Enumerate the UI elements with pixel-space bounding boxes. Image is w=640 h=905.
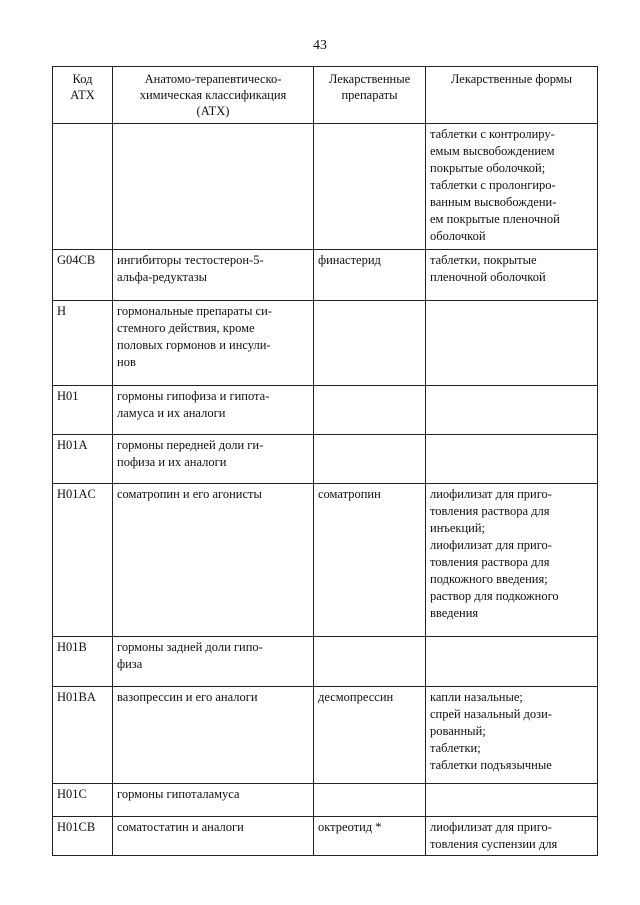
header-classification: Анатомо-терапевтическо- химическая классификация (АТХ) — [113, 67, 314, 124]
atx-table — [52, 66, 598, 856]
forms-cell: таблетки с контролиру- емым высвобождением покрытые оболочкой; таблетки с пролонгиро- ванным высвобождени- ем покрытые пленочной оболочкой — [426, 124, 598, 250]
atx-code-cell: H01A — [53, 435, 113, 484]
table-row — [53, 784, 598, 817]
forms-cell — [426, 784, 598, 817]
forms-cell: лиофилизат для приго- товления раствора для инъекций; лиофилизат для приго- товления раствора для подкожного введения; раствор для подкожного введения — [426, 484, 598, 637]
classification-cell: гормоны задней доли гипо- физа — [113, 637, 314, 687]
drug-cell: октреотид * — [314, 817, 426, 856]
table-row — [53, 637, 598, 687]
atx-code-cell: G04CB — [53, 250, 113, 301]
drug-cell — [314, 435, 426, 484]
classification-cell — [113, 124, 314, 250]
atx-code-cell: H01C — [53, 784, 113, 817]
drug-cell — [314, 784, 426, 817]
table-row — [53, 250, 598, 301]
classification-cell: соматостатин и аналоги — [113, 817, 314, 856]
atx-code-cell: H01AC — [53, 484, 113, 637]
header-drugs: Лекарственные препараты — [314, 67, 426, 124]
atx-code-cell: H01BA — [53, 687, 113, 784]
forms-cell — [426, 637, 598, 687]
table-row — [53, 817, 598, 856]
classification-cell: ингибиторы тестостерон-5- альфа-редуктазы — [113, 250, 314, 301]
atx-code-cell — [53, 124, 113, 250]
table-row — [53, 687, 598, 784]
classification-cell: гормоны гипоталамуса — [113, 784, 314, 817]
forms-cell — [426, 435, 598, 484]
drug-cell: десмопрессин — [314, 687, 426, 784]
table-row — [53, 484, 598, 637]
table-row — [53, 386, 598, 435]
drug-cell — [314, 386, 426, 435]
classification-cell: гормоны гипофиза и гипота- ламуса и их аналоги — [113, 386, 314, 435]
classification-cell: гормоны передней доли ги- пофиза и их аналоги — [113, 435, 314, 484]
forms-cell — [426, 301, 598, 386]
classification-cell: вазопрессин и его аналоги — [113, 687, 314, 784]
forms-cell: капли назальные; спрей назальный дози- рованный; таблетки; таблетки подъязычные — [426, 687, 598, 784]
forms-cell — [426, 386, 598, 435]
header-code: Код АТХ — [53, 67, 113, 124]
drug-cell: соматропин — [314, 484, 426, 637]
forms-cell: лиофилизат для приго- товления суспензии для — [426, 817, 598, 856]
table-header-row — [53, 67, 598, 124]
classification-cell: соматропин и его агонисты — [113, 484, 314, 637]
drug-cell — [314, 124, 426, 250]
atx-code-cell: H — [53, 301, 113, 386]
forms-cell: таблетки, покрытые пленочной оболочкой — [426, 250, 598, 301]
atx-code-cell: H01CB — [53, 817, 113, 856]
table-row — [53, 435, 598, 484]
atx-code-cell: H01 — [53, 386, 113, 435]
table-row — [53, 301, 598, 386]
page-number: 43 — [313, 38, 327, 53]
drug-cell — [314, 637, 426, 687]
drug-cell — [314, 301, 426, 386]
header-forms: Лекарственные формы — [426, 67, 598, 124]
atx-code-cell: H01B — [53, 637, 113, 687]
table-row — [53, 124, 598, 250]
drug-cell: финастерид — [314, 250, 426, 301]
classification-cell: гормональные препараты си- стемного действия, кроме половых гормонов и инсули- нов — [113, 301, 314, 386]
